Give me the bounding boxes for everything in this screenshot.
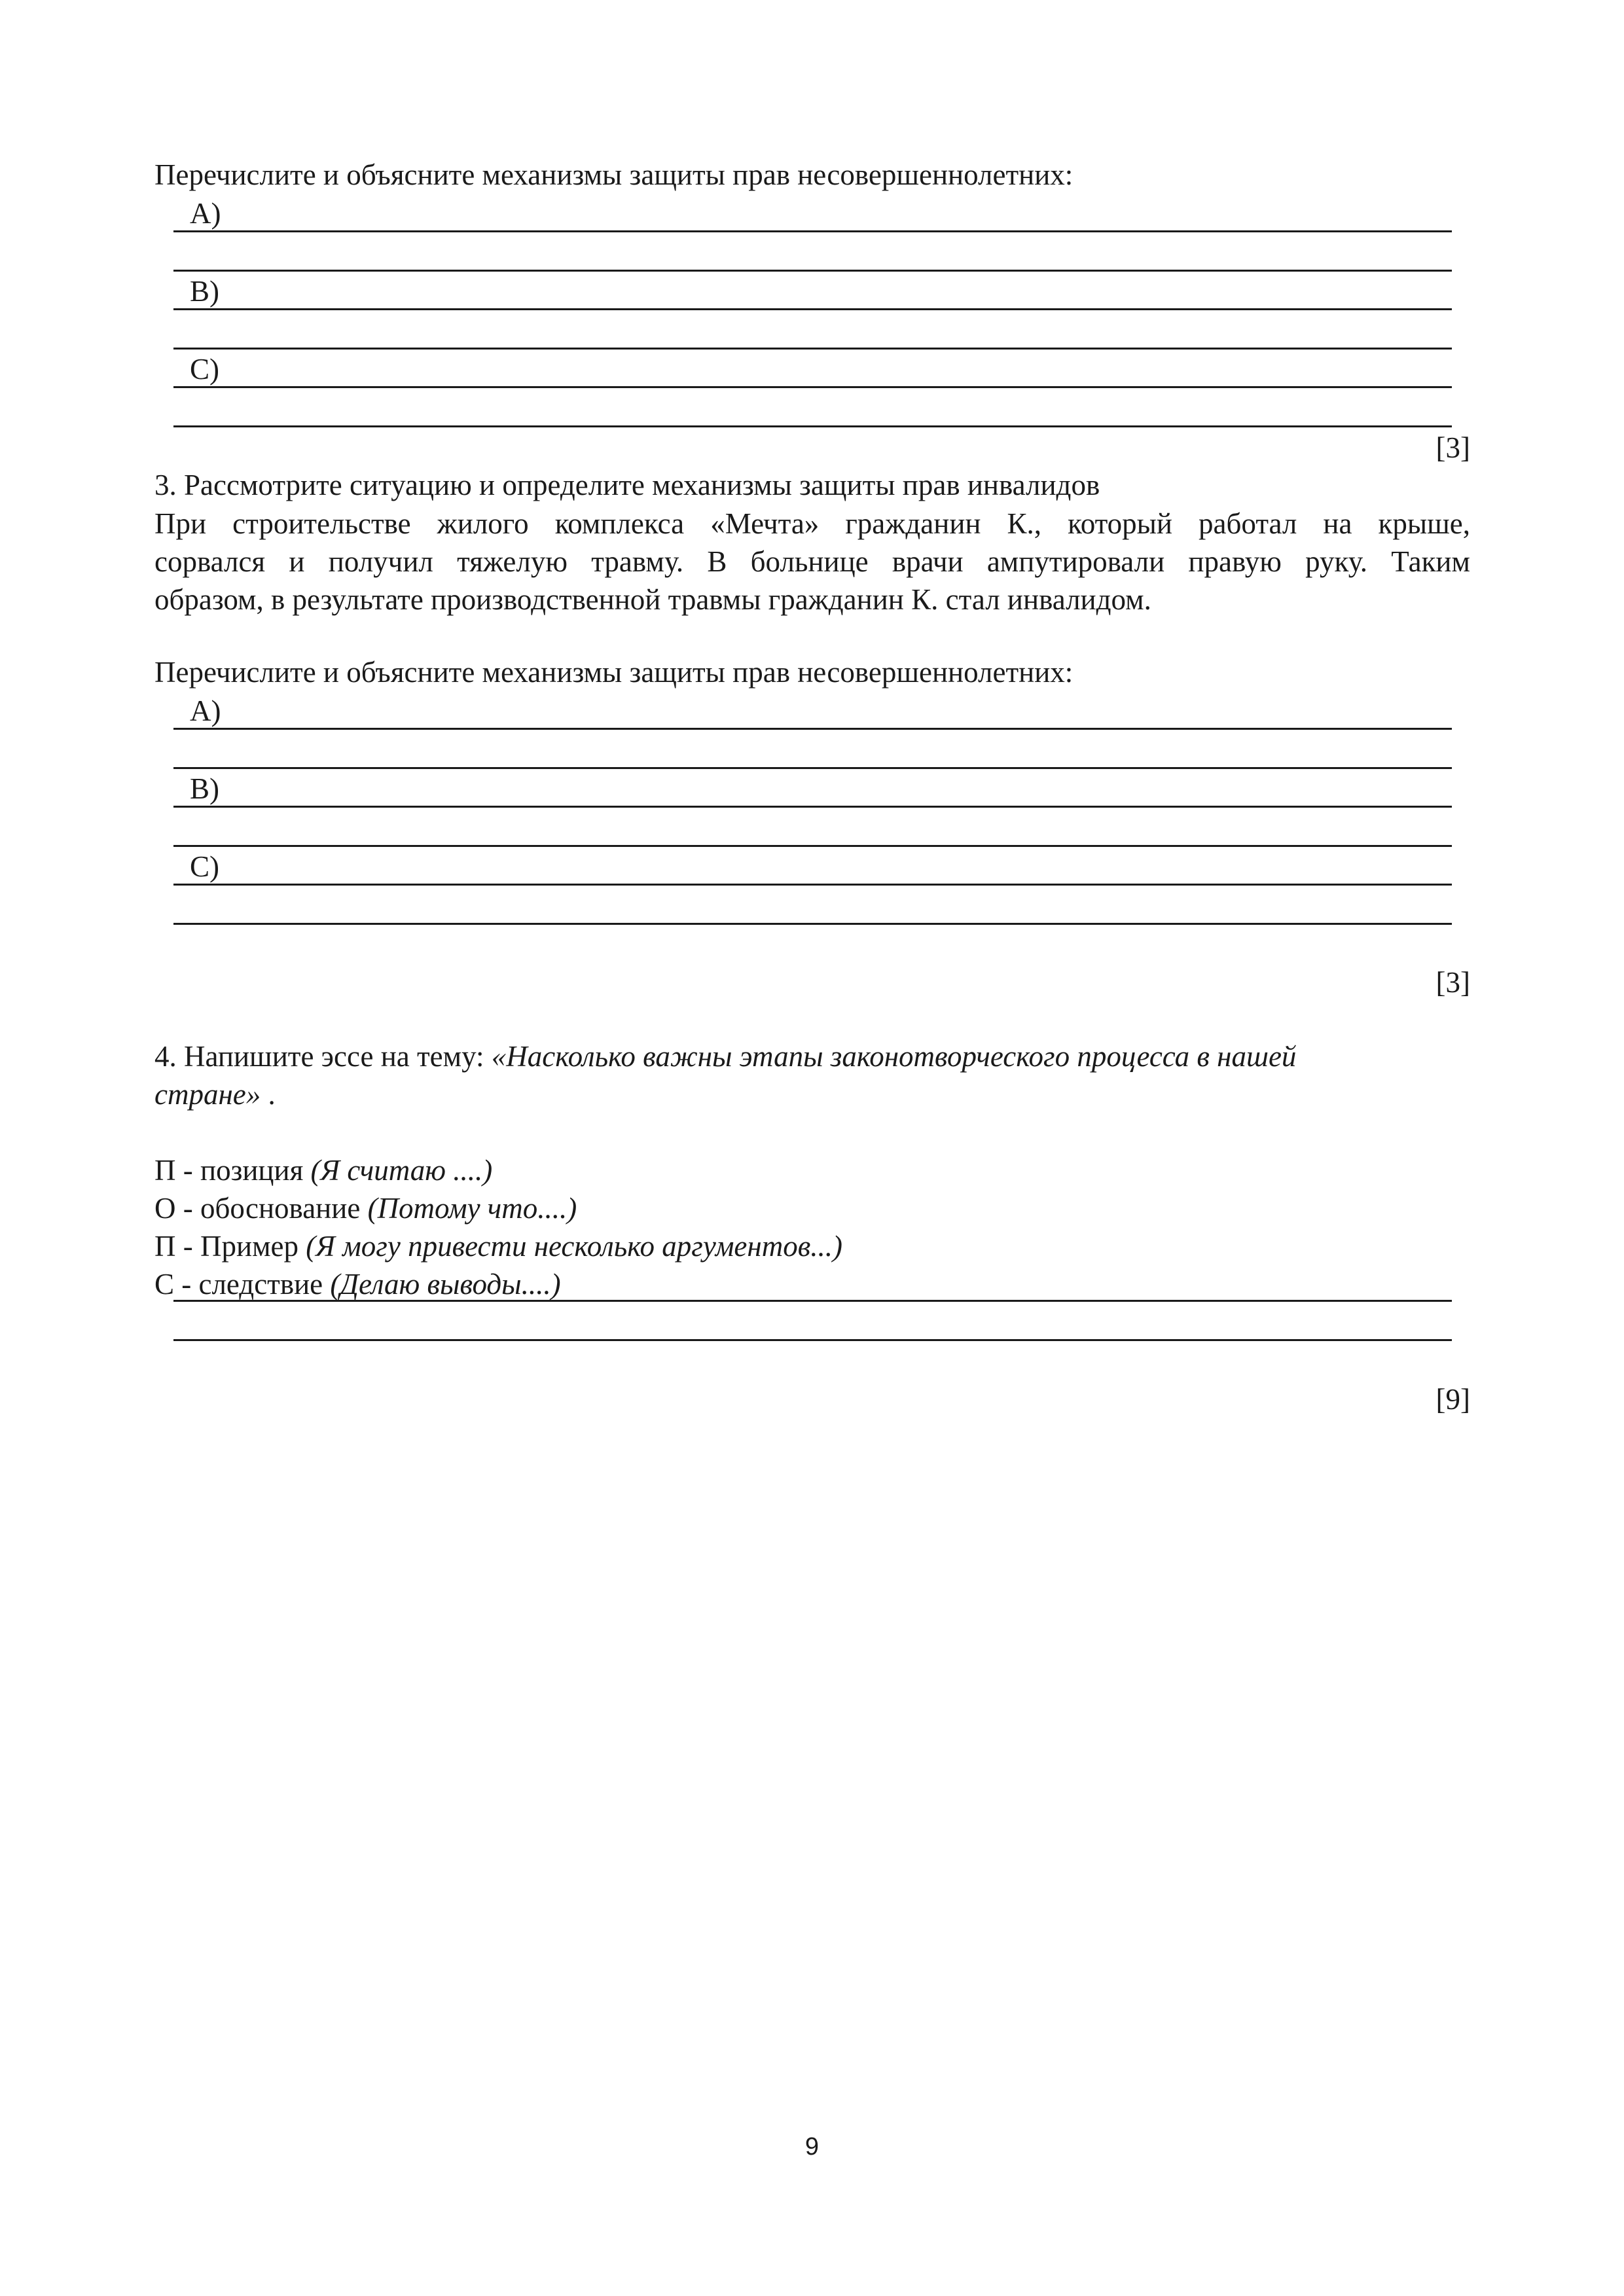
task3-prompt: Перечислите и объясните механизмы защиты прав несовершеннолетних: bbox=[154, 656, 1074, 689]
task3-situation-line: образом, в результате производственной травмы гражданин К. стал инвалидом. bbox=[154, 583, 1151, 616]
task3-answer-line[interactable] bbox=[173, 806, 1452, 808]
s1-answer-line[interactable] bbox=[173, 308, 1452, 310]
popc-item bbox=[154, 1152, 492, 1189]
popc-label: О - обоснование bbox=[154, 1192, 368, 1225]
task3-score: [3] bbox=[1435, 966, 1470, 999]
task3-heading: 3. Рассмотрите ситуацию и определите механизмы защиты прав инвалидов bbox=[154, 469, 1100, 501]
s1-prompt: Перечислите и объясните механизмы защиты прав несовершеннолетних: bbox=[154, 158, 1074, 191]
s1-label-b: B) bbox=[190, 275, 219, 308]
s1-label-c: C) bbox=[190, 353, 219, 386]
popc-label: П - Пример bbox=[154, 1230, 306, 1263]
s1-answer-line[interactable] bbox=[173, 348, 1452, 350]
task3-situation-line: сорвался и получил тяжелую травму. В больнице врачи ампутировали правую руку. Таким bbox=[154, 545, 1470, 578]
s1-answer-line[interactable] bbox=[173, 425, 1452, 427]
task4-answer-line[interactable] bbox=[173, 1300, 1452, 1302]
popc-hint: (Потому что....) bbox=[367, 1192, 577, 1225]
s1-answer-line[interactable] bbox=[173, 270, 1452, 272]
popc-item bbox=[154, 1228, 842, 1265]
page-number: 9 bbox=[804, 2133, 820, 2161]
s1-answer-line[interactable] bbox=[173, 386, 1452, 388]
task3-situation-line: При строительстве жилого комплекса «Мечта» гражданин К., который работал на крыше, bbox=[154, 507, 1470, 540]
task4-score: [9] bbox=[1435, 1383, 1470, 1416]
task3-answer-line[interactable] bbox=[173, 728, 1452, 730]
task3-situation bbox=[154, 505, 1470, 619]
popc-hint: (Я могу привести несколько аргументов...) bbox=[306, 1230, 842, 1263]
popc-item bbox=[154, 1190, 577, 1227]
task3-answer-line[interactable] bbox=[173, 923, 1452, 925]
s1-answer-line[interactable] bbox=[173, 230, 1452, 232]
task4-intro: 4. Напишите эссе на тему: bbox=[154, 1040, 492, 1073]
popc-hint: (Делаю выводы....) bbox=[330, 1268, 561, 1300]
task4-answer-line[interactable] bbox=[173, 1339, 1452, 1341]
popc-item bbox=[154, 1266, 561, 1302]
task3-answer-line[interactable] bbox=[173, 767, 1452, 769]
popc-hint: (Я считаю ....) bbox=[310, 1154, 493, 1187]
task4-line2 bbox=[154, 1076, 276, 1113]
popc-label: С - следствие bbox=[154, 1268, 331, 1300]
task4-topic: «Насколько важны этапы законотворческого процесса в нашей bbox=[491, 1040, 1297, 1073]
s1-label-a: A) bbox=[190, 197, 221, 230]
popc-label: П - позиция bbox=[154, 1154, 311, 1187]
task4-topic-tail: . bbox=[261, 1078, 276, 1111]
task3-label-a: A) bbox=[190, 694, 221, 727]
task3-answer-line[interactable] bbox=[173, 845, 1452, 847]
task3-label-c: C) bbox=[190, 850, 219, 883]
task4-topic-end: стране» bbox=[154, 1078, 261, 1111]
s1-score: [3] bbox=[1435, 431, 1470, 464]
task4-line1 bbox=[154, 1038, 1296, 1075]
task3-label-b: B) bbox=[190, 772, 219, 805]
task3-answer-line[interactable] bbox=[173, 884, 1452, 886]
